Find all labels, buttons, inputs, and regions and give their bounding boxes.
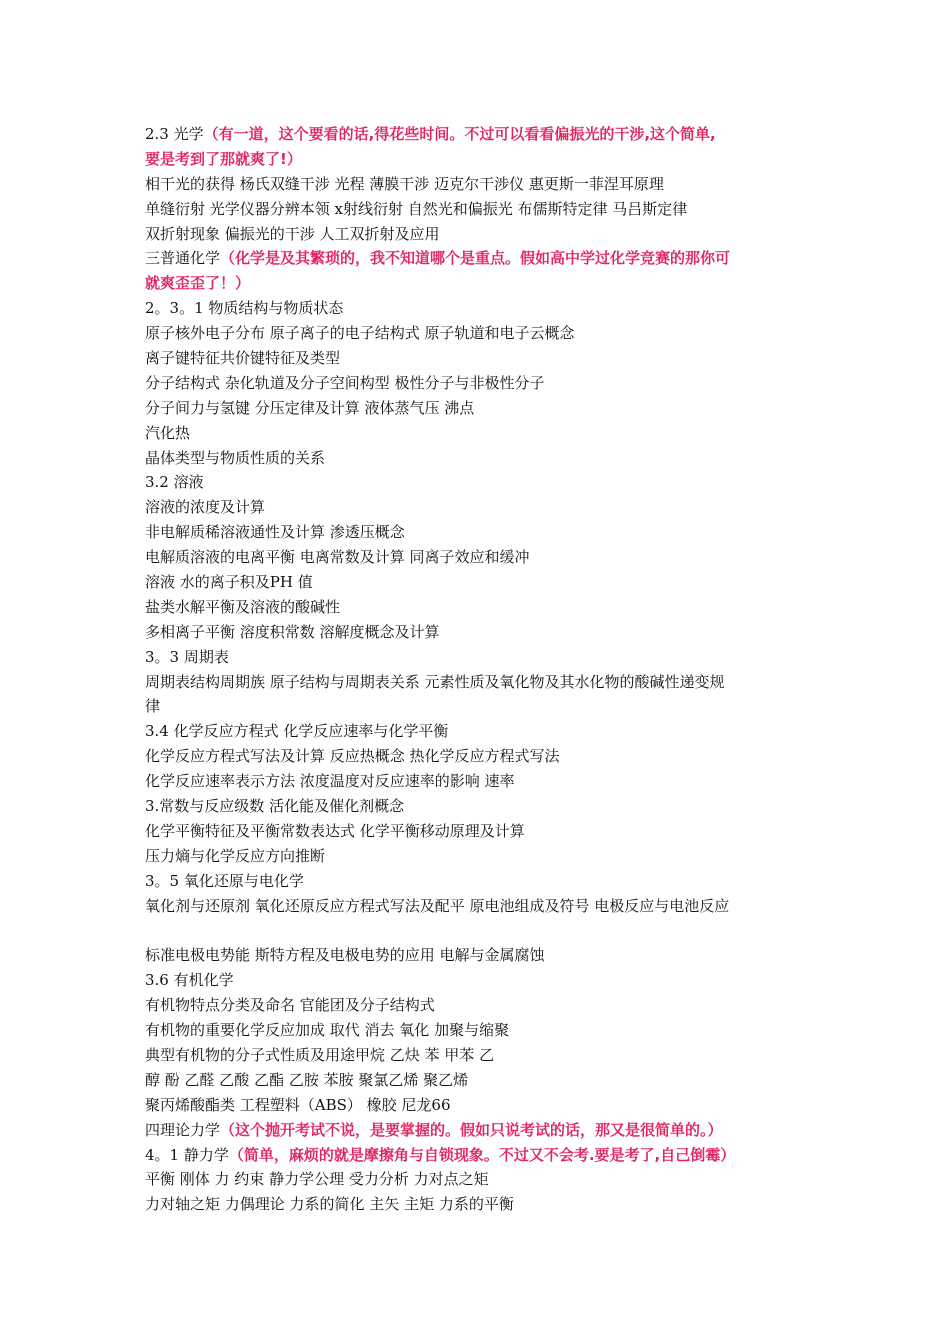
text-line: [145, 1093, 825, 1118]
text-line: [145, 321, 825, 346]
line-note: （有一道，这个要看的话,得花些时间。不过可以看看偏振光的干涉,这个简单,: [203, 125, 716, 143]
line-text: 醇 酚 乙醛 乙酸 乙酯 乙胺 苯胺 聚氯乙烯 聚乙烯: [145, 1070, 469, 1089]
line-text: 标准电极电势能 斯特方程及电极电势的应用 电解与金属腐蚀: [145, 946, 545, 965]
line-note: （简单，麻烦的就是摩擦角与自锁现象。不过又不会考.要是考了,自己倒霉）: [228, 1145, 736, 1164]
document-body: [145, 122, 825, 1217]
line-note: 要是考到了那就爽了!）: [145, 149, 302, 168]
text-line: [145, 122, 825, 147]
text-line: [145, 346, 825, 371]
text-line: [145, 371, 825, 396]
line-text: 化学反应方程式写法及计算 反应热概念 热化学反应方程式写法: [145, 747, 560, 766]
line-text: 3。5 氧化还原与电化学: [145, 871, 304, 890]
text-line: [145, 520, 825, 545]
text-line: [145, 570, 825, 595]
line-note: （这个抛开考试不说，是要掌握的。假如只说考试的话，那又是很简单的。）: [220, 1120, 723, 1139]
text-line: [145, 869, 825, 894]
line-text: 盐类水解平衡及溶液的酸碱性: [145, 597, 341, 616]
text-line: [145, 744, 825, 769]
line-text: 2。3。1 物质结构与物质状态: [145, 299, 344, 318]
line-text: 典型有机物的分子式性质及用途甲烷 乙炔 苯 甲苯 乙: [145, 1045, 495, 1064]
line-text: 有机物的重要化学反应加成 取代 消去 氧化 加聚与缩聚: [145, 1021, 510, 1040]
text-line: [145, 1068, 825, 1093]
text-line: [145, 645, 825, 670]
text-line: [145, 296, 825, 321]
line-text: 压力熵与化学反应方向推断: [145, 846, 326, 865]
text-line: [145, 396, 825, 421]
line-text: 3.6 有机化学: [145, 971, 234, 990]
text-line: [145, 620, 825, 645]
text-line: [145, 844, 825, 869]
line-text: 汽化热: [145, 423, 191, 442]
line-text: 四理论力学: [145, 1120, 221, 1139]
line-text: 有机物特点分类及命名 官能团及分子结构式: [145, 996, 435, 1015]
line-text: 3.2 溶液: [145, 473, 204, 492]
line-text: 3.常数与反应级数 活化能及催化剂概念: [145, 797, 405, 816]
text-line: [145, 1192, 825, 1217]
line-text: 多相离子平衡 溶度积常数 溶解度概念及计算: [145, 622, 440, 641]
text-line: [145, 545, 825, 570]
text-line: [145, 470, 825, 495]
text-line: [145, 222, 825, 247]
line-text: 分子间力与氢键 分压定律及计算 液体蒸气压 沸点: [145, 398, 475, 417]
text-line: [145, 446, 825, 471]
line-text: 平衡 刚体 力 约束 静力学公理 受力分析 力对点之矩: [145, 1170, 489, 1189]
text-line: [145, 819, 825, 844]
line-text: 原子核外电子分布 原子离子的电子结构式 原子轨道和电子云概念: [145, 324, 575, 343]
line-text: 2.3 光学: [145, 125, 204, 143]
text-line: [145, 993, 825, 1018]
text-line: [145, 694, 825, 719]
line-text: 化学平衡特征及平衡常数表达式 化学平衡移动原理及计算: [145, 821, 525, 840]
text-line: [145, 197, 825, 222]
line-note: （化学是及其繁琐的，我不知道哪个是重点。假如高中学过化学竞赛的那你可: [220, 249, 731, 268]
line-note: 就爽歪歪了！）: [145, 274, 251, 293]
text-line: [145, 1043, 825, 1068]
line-text: 电解质溶液的电离平衡 电离常数及计算 同离子效应和缓冲: [145, 548, 530, 567]
text-line: [145, 670, 825, 695]
line-text: 双折射现象 偏振光的干涉 人工双折射及应用: [145, 224, 440, 243]
line-text: 周期表结构周期族 原子结构与周期表关系 元素性质及氧化物及其水化物的酸碱性递变规: [145, 672, 725, 691]
line-text: 化学反应速率表示方法 浓度温度对反应速率的影响 速率: [145, 772, 515, 791]
line-text: 力对轴之矩 力偶理论 力系的简化 主矢 主矩 力系的平衡: [145, 1195, 514, 1214]
line-text: 4。1 静力学: [145, 1145, 229, 1164]
text-line: [145, 719, 825, 744]
line-text: 3.4 化学反应方程式 化学反应速率与化学平衡: [145, 722, 449, 741]
line-text: 晶体类型与物质性质的关系: [145, 448, 326, 467]
line-text: 溶液的浓度及计算: [145, 498, 266, 517]
text-line: [145, 1167, 825, 1192]
line-text: 三普通化学: [145, 249, 221, 268]
text-line: [145, 919, 825, 944]
text-line: [145, 943, 825, 968]
text-line: [145, 794, 825, 819]
line-text: 单缝衍射 光学仪器分辨本领 x射线衍射 自然光和偏振光 布儒斯特定律 马吕斯定律: [145, 199, 688, 218]
text-line: [145, 495, 825, 520]
text-line: [145, 246, 825, 271]
line-text: 分子结构式 杂化轨道及分子空间构型 极性分子与非极性分子: [145, 373, 545, 392]
line-text: 3。3 周期表: [145, 647, 229, 666]
text-line: [145, 769, 825, 794]
line-text: 离子键特征共价键特征及类型: [145, 349, 341, 368]
text-line: [145, 595, 825, 620]
line-text: 相干光的获得 杨氏双缝干涉 光程 薄膜干涉 迈克尔干涉仪 惠更斯一菲涅耳原理: [145, 174, 664, 193]
text-line: [145, 172, 825, 197]
line-text: 氧化剂与还原剂 氧化还原反应方程式写法及配平 原电池组成及符号 电极反应与电池反应: [145, 896, 730, 915]
line-text: 律: [145, 697, 161, 716]
text-line: [145, 421, 825, 446]
text-line: [145, 968, 825, 993]
text-line: [145, 271, 825, 296]
line-text: 非电解质稀溶液通性及计算 渗透压概念: [145, 523, 405, 542]
text-line: [145, 894, 825, 919]
text-line: [145, 1018, 825, 1043]
text-line: [145, 1143, 825, 1168]
text-line: [145, 147, 825, 172]
text-line: [145, 1118, 825, 1143]
line-text: 聚丙烯酸酯类 工程塑料（ABS） 橡胶 尼龙66: [145, 1095, 451, 1114]
line-text: 溶液 水的离子积及PH 值: [145, 573, 313, 592]
